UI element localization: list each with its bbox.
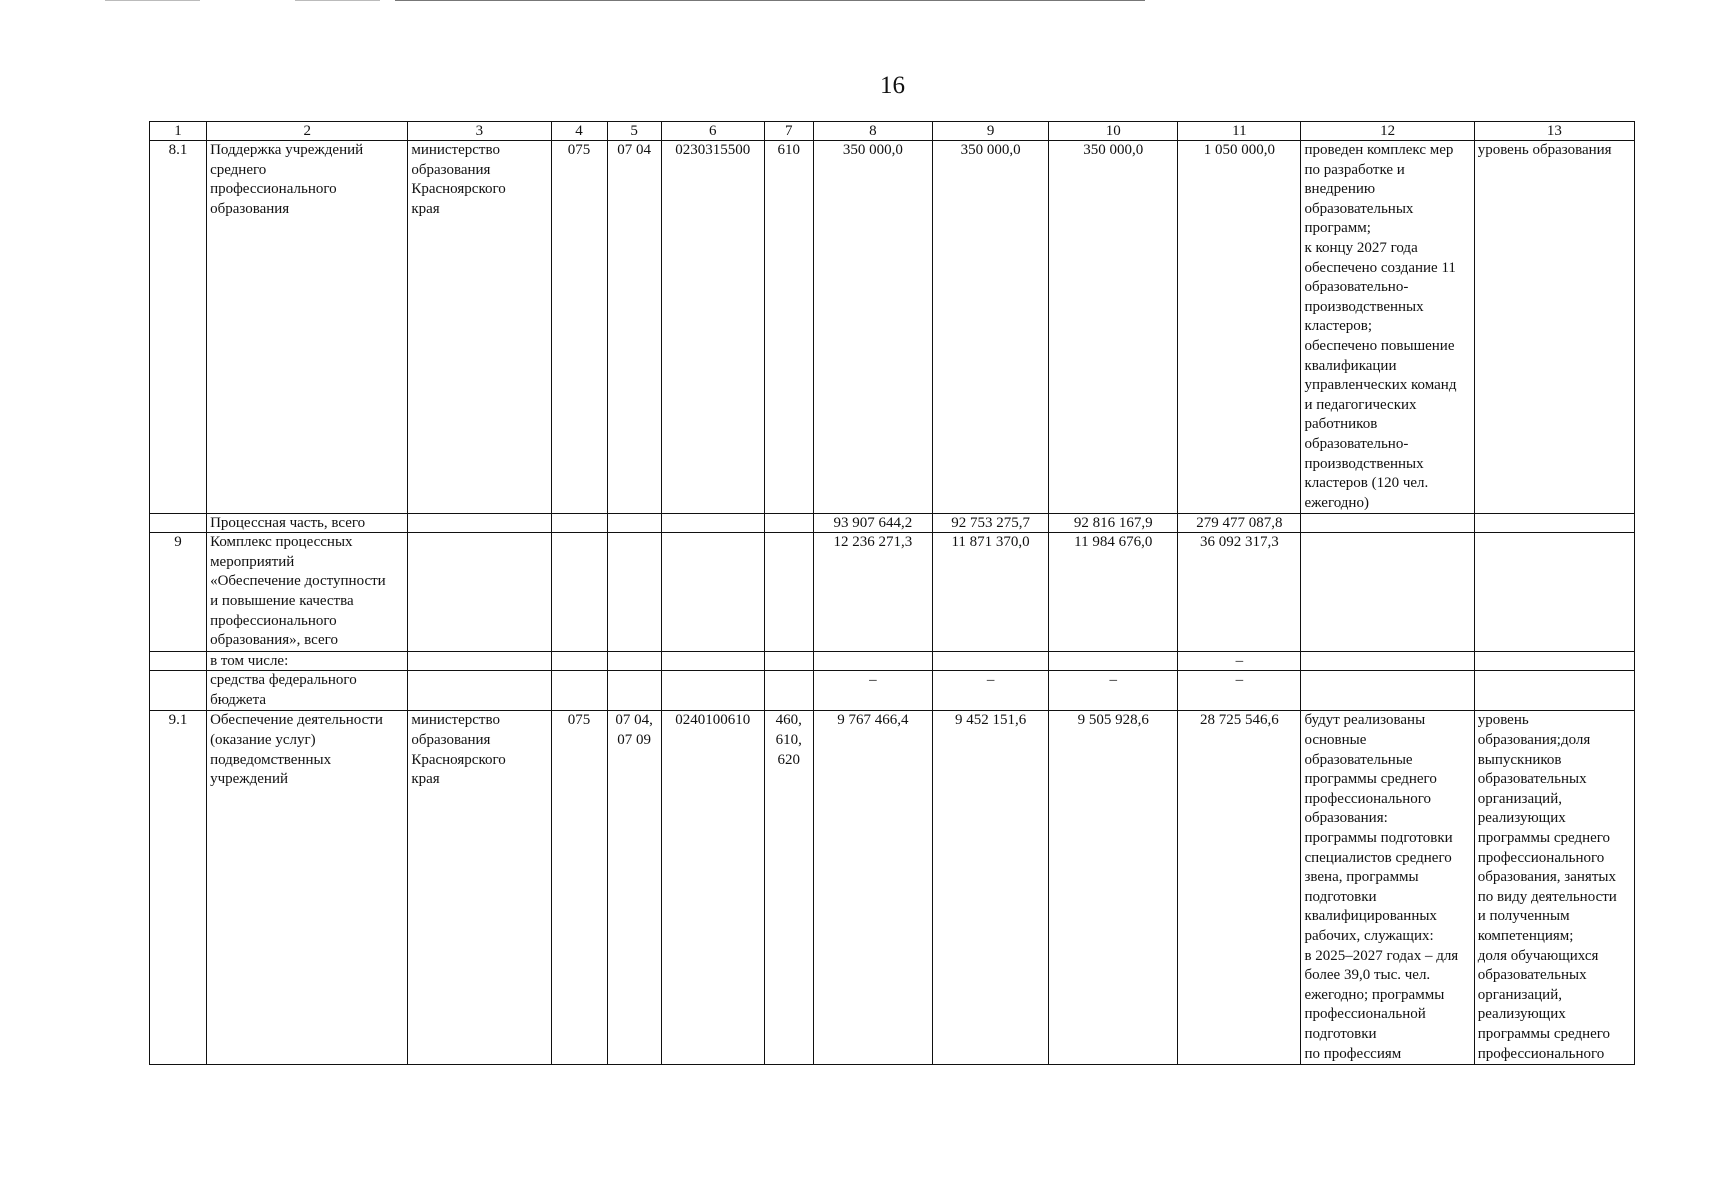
column-header: 4 (551, 122, 607, 141)
page-number: 16 (880, 72, 905, 99)
column-header: 8 (813, 122, 932, 141)
column-header: 3 (408, 122, 551, 141)
section-code: 07 04, 07 09 (607, 711, 661, 1065)
row-number (150, 514, 207, 533)
target-article-code (661, 652, 764, 671)
table-row (150, 711, 1635, 1065)
column-header: 9 (932, 122, 1048, 141)
column-header: 1 (150, 122, 207, 141)
expected-result (1301, 514, 1474, 533)
column-header: 12 (1301, 122, 1474, 141)
column-header: 10 (1049, 122, 1178, 141)
row-number (150, 671, 207, 711)
grbs-code (551, 533, 607, 652)
target-article-code (661, 533, 764, 652)
amount-2027: 9 505 928,6 (1049, 711, 1178, 1065)
scan-edge-line (395, 0, 1145, 1)
amount-2025: 350 000,0 (813, 141, 932, 514)
amount-total: 279 477 087,8 (1178, 514, 1301, 533)
table-row (150, 671, 1635, 711)
amount-2025: 9 767 466,4 (813, 711, 932, 1065)
expense-type-code: 610 (764, 141, 813, 514)
executor: министерство образования Красноярского края (408, 141, 551, 514)
expected-result: будут реализованы основные образовательные программы среднего профессионального образования: программы подготовки специалистов среднего звена, программы подготовки квалифицированных рабочих, служащих: в 2025–2027 годах – для более 39,0 тыс. чел. ежегодно; программы профессиональной подготовки по профессиям (1301, 711, 1474, 1065)
scan-edge-line (295, 0, 380, 1)
indicator (1474, 671, 1634, 711)
amount-2027: 350 000,0 (1049, 141, 1178, 514)
section-code (607, 533, 661, 652)
section-code (607, 671, 661, 711)
amount-total: 28 725 546,6 (1178, 711, 1301, 1065)
grbs-code (551, 514, 607, 533)
amount-2026: 11 871 370,0 (932, 533, 1048, 652)
amount-2026: 350 000,0 (932, 141, 1048, 514)
activity-name: в том числе: (207, 652, 408, 671)
amount-2026: – (932, 671, 1048, 711)
indicator: уровень образования;доля выпускников образовательных организаций, реализующих программы среднего профессионального образования, занятых по виду деятельности и полученным компетенциям; доля обучающихся образовательных организаций, реализующих программы среднего профессионального (1474, 711, 1634, 1065)
amount-2026 (932, 652, 1048, 671)
column-header: 5 (607, 122, 661, 141)
column-header: 7 (764, 122, 813, 141)
activity-name: средства федерального бюджета (207, 671, 408, 711)
scan-edge-line (105, 0, 200, 1)
expected-result (1301, 652, 1474, 671)
column-header: 11 (1178, 122, 1301, 141)
indicator (1474, 533, 1634, 652)
executor (408, 533, 551, 652)
target-article-code (661, 514, 764, 533)
budget-table-sheet (149, 121, 1635, 1065)
expense-type-code: 460, 610, 620 (764, 711, 813, 1065)
amount-2025 (813, 652, 932, 671)
column-header: 13 (1474, 122, 1634, 141)
executor (408, 652, 551, 671)
table-row (150, 533, 1635, 652)
activity-name: Поддержка учреждений среднего профессионального образования (207, 141, 408, 514)
section-code (607, 514, 661, 533)
target-article-code (661, 671, 764, 711)
amount-2026: 9 452 151,6 (932, 711, 1048, 1065)
expected-result (1301, 533, 1474, 652)
target-article-code: 0230315500 (661, 141, 764, 514)
row-number: 8.1 (150, 141, 207, 514)
amount-total: – (1178, 671, 1301, 711)
indicator (1474, 514, 1634, 533)
target-article-code: 0240100610 (661, 711, 764, 1065)
table-row (150, 141, 1635, 514)
activity-name: Обеспечение деятельности (оказание услуг) подведомственных учреждений (207, 711, 408, 1065)
amount-total: 36 092 317,3 (1178, 533, 1301, 652)
amount-2026: 92 753 275,7 (932, 514, 1048, 533)
row-number: 9.1 (150, 711, 207, 1065)
amount-2025: – (813, 671, 932, 711)
expense-type-code (764, 514, 813, 533)
expense-type-code (764, 671, 813, 711)
grbs-code: 075 (551, 141, 607, 514)
activity-name: Процессная часть, всего (207, 514, 408, 533)
executor (408, 671, 551, 711)
indicator: уровень образования (1474, 141, 1634, 514)
amount-2025: 93 907 644,2 (813, 514, 932, 533)
column-header: 2 (207, 122, 408, 141)
indicator (1474, 652, 1634, 671)
amount-total: – (1178, 652, 1301, 671)
budget-table (149, 121, 1635, 1065)
expected-result (1301, 671, 1474, 711)
executor: министерство образования Красноярского края (408, 711, 551, 1065)
column-header: 6 (661, 122, 764, 141)
table-row (150, 514, 1635, 533)
amount-2027: 11 984 676,0 (1049, 533, 1178, 652)
amount-2027: 92 816 167,9 (1049, 514, 1178, 533)
row-number (150, 652, 207, 671)
amount-2027: – (1049, 671, 1178, 711)
grbs-code (551, 652, 607, 671)
section-code: 07 04 (607, 141, 661, 514)
column-number-row (150, 122, 1635, 141)
amount-total: 1 050 000,0 (1178, 141, 1301, 514)
executor (408, 514, 551, 533)
grbs-code: 075 (551, 711, 607, 1065)
expected-result: проведен комплекс мер по разработке и внедрению образовательных программ; к концу 2027 года обеспечено создание 11 образовательно- производственных кластеров; обеспечено повышение квалификации управленческих команд и педагогических работников образовательно- производственных кластеров (120 чел. ежегодно) (1301, 141, 1474, 514)
amount-2027 (1049, 652, 1178, 671)
row-number: 9 (150, 533, 207, 652)
table-row (150, 652, 1635, 671)
expense-type-code (764, 652, 813, 671)
amount-2025: 12 236 271,3 (813, 533, 932, 652)
section-code (607, 652, 661, 671)
grbs-code (551, 671, 607, 711)
expense-type-code (764, 533, 813, 652)
activity-name: Комплекс процессных мероприятий «Обеспечение доступности и повышение качества профессионального образования», всего (207, 533, 408, 652)
